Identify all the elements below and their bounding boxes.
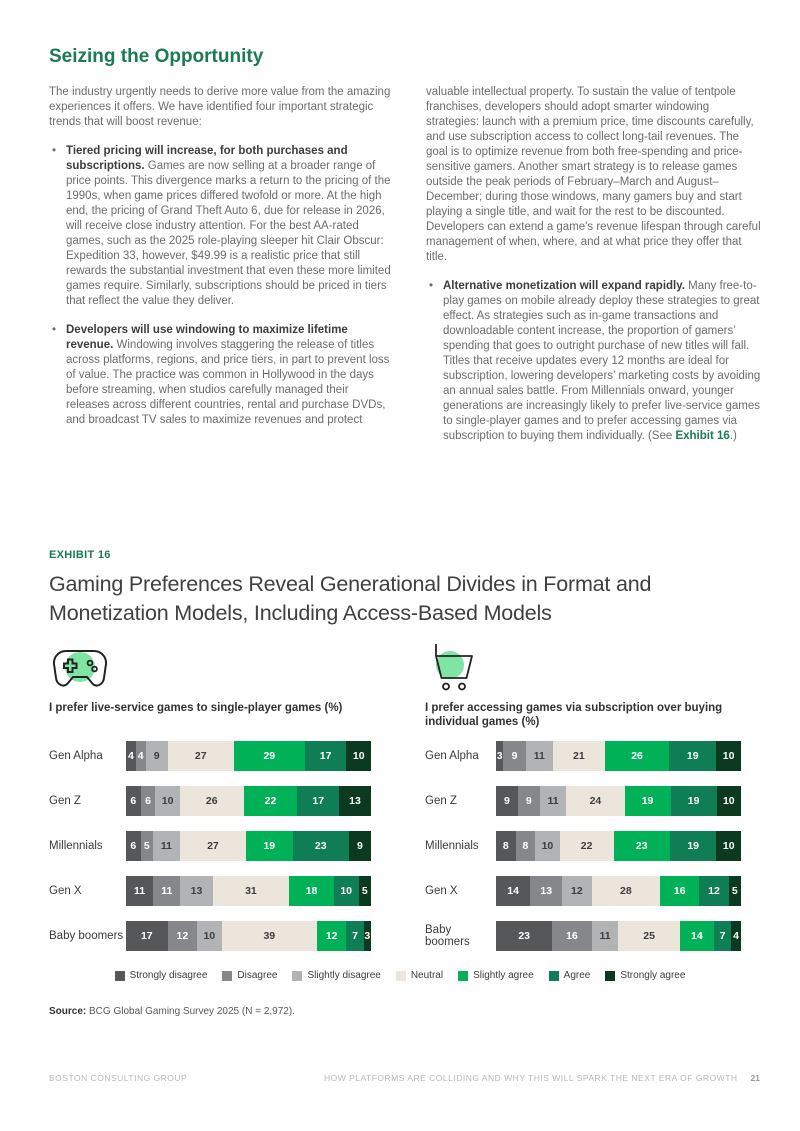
bullet-bold-text: Alternative monetization will expand rapidly. — [443, 280, 685, 292]
chart-row — [49, 741, 371, 771]
bar-segment: 28 — [592, 876, 661, 906]
page-footer — [49, 1073, 760, 1083]
bar-segment: 11 — [526, 741, 553, 771]
chart-row — [425, 741, 747, 771]
bar-segment: 10 — [535, 831, 560, 861]
bullet-item-alt-monetization — [426, 279, 761, 444]
stacked-bar — [126, 741, 371, 771]
bar-segment: 23 — [293, 831, 349, 861]
legend-swatch — [396, 971, 406, 981]
bar-segment: 13 — [180, 876, 212, 906]
bar-segment: 11 — [126, 876, 153, 906]
bar-segment: 10 — [716, 741, 741, 771]
stacked-bar — [126, 921, 371, 951]
bar-segment: 4 — [731, 921, 741, 951]
bar-segment: 26 — [180, 786, 244, 816]
chart-row — [49, 831, 371, 861]
bar-segment: 9 — [518, 786, 540, 816]
legend-label: Strongly disagree — [129, 970, 208, 981]
exhibit-16-link[interactable]: Exhibit 16 — [675, 430, 730, 442]
chart-row — [425, 876, 747, 906]
bar-segment: 17 — [297, 786, 339, 816]
legend-item — [396, 970, 443, 981]
row-label: Millennials — [425, 840, 479, 852]
footer-right — [324, 1073, 760, 1083]
bar-segment: 9 — [146, 741, 168, 771]
bar-segment: 23 — [614, 831, 670, 861]
legend-item — [605, 970, 685, 981]
bar-segment: 3 — [496, 741, 503, 771]
article-columns — [49, 46, 761, 458]
bar-segment: 25 — [618, 921, 679, 951]
row-label: Baby boomers — [49, 930, 124, 942]
row-label: Gen Alpha — [49, 750, 103, 762]
bar-segment: 11 — [592, 921, 619, 951]
bar-segment: 10 — [155, 786, 180, 816]
source-text: BCG Global Gaming Survey 2025 (N = 2,972). — [86, 1006, 295, 1017]
row-label: Gen Alpha — [425, 750, 479, 762]
bar-segment: 12 — [562, 876, 591, 906]
bar-segment: 11 — [153, 876, 180, 906]
bar-segment: 13 — [339, 786, 371, 816]
bar-segment: 14 — [496, 876, 530, 906]
bar-segment: 11 — [153, 831, 180, 861]
bar-segment: 31 — [213, 876, 290, 906]
legend-label: Agree — [563, 970, 591, 981]
bar-segment: 5 — [359, 876, 371, 906]
bar-segment: 10 — [346, 741, 371, 771]
intro-paragraph — [49, 85, 393, 130]
bar-segment: 5 — [141, 831, 153, 861]
bar-segment: 10 — [717, 786, 741, 816]
exhibit-charts — [49, 640, 747, 966]
bar-segment: 16 — [660, 876, 699, 906]
stacked-bar — [126, 876, 371, 906]
chart-row — [425, 921, 747, 951]
legend-item — [549, 970, 591, 981]
exhibit-label: EXHIBIT 16 — [49, 549, 111, 561]
legend-label: Slightly agree — [473, 970, 534, 981]
bullet-body-text: Windowing involves staggering the release of titles across platforms, regions, and price tiers, in part to prevent loss of value. The practice was common in Hollywood in the days before streaming, when studios carefully managed their releases across different countries, rental and purchase DVDs, and broadcast TV sales to maximize revenues and protect — [66, 339, 390, 426]
stacked-bar — [496, 921, 741, 951]
stacked-bar — [126, 786, 371, 816]
stacked-bar — [496, 741, 741, 771]
bar-segment: 26 — [605, 741, 669, 771]
chart-row — [425, 786, 747, 816]
bar-segment: 29 — [234, 741, 305, 771]
shopping-cart-icon — [425, 640, 747, 694]
legend-label: Neutral — [410, 970, 444, 981]
legend-swatch — [549, 971, 559, 981]
bar-segment: 7 — [714, 921, 731, 951]
bullet-body-text: Games are now selling at a broader range of price points. This divergence marks a return to the pricing of the 1990s, when game prices differed twofold or more. At the high end, the pricing of Grand Theft Auto 6, due for release in 2026, will receive close industry attention. For the best AA-rated games, such as the 2025 role-playing sleeper hit Clair Obscur: Expedition 33, however, $49.99 is a realistic price that still rewards the substantial investment that even these more limited games require. Similarly, subscriptions should be priced in tiers that reflect the value they deliver. — [66, 160, 391, 307]
bar-segment: 22 — [560, 831, 614, 861]
chart-rows — [425, 741, 747, 951]
bullet-bold-text: Developers will use windowing to maximize lifetime revenue. — [66, 324, 348, 351]
bullet-item-tiered-pricing — [49, 144, 393, 309]
bar-segment: 10 — [334, 876, 359, 906]
bar-segment: 7 — [346, 921, 363, 951]
bar-segment: 9 — [503, 741, 525, 771]
footer-report-title: HOW PLATFORMS ARE COLLIDING AND WHY THIS WILL SPARK THE NEXT ERA OF GROWTH — [323, 1073, 738, 1083]
bar-segment: 39 — [222, 921, 318, 951]
legend-item — [115, 970, 208, 981]
bar-segment: 12 — [317, 921, 346, 951]
bar-segment: 19 — [671, 786, 717, 816]
bar-segment: 23 — [496, 921, 552, 951]
bar-segment: 13 — [530, 876, 562, 906]
bullet-body-text: Many free-to-play games on mobile already deploy these strategies to great effect. As strategies such as in-game transactions and downloadable content increase, the proportion of gamers’ spending that goes to outright purchase of new titles will fall. Titles that receive updates every 12 months are ideal for subscription, lowering developers’ marketing costs by avoiding an annual sales battle. From Millennials onward, younger generations are increasingly likely to prefer live-service games to single-player games and to prefer accessing games via subscription to buying them individually. (See — [443, 280, 761, 442]
bar-segment: 4 — [126, 741, 136, 771]
intro-text: The industry urgently needs to derive more value from the amazing experiences it offers. We have identified four important strategic trends that will boost revenue: — [49, 86, 391, 128]
bullet-bold-text: Tiered pricing will increase, for both purchases and subscriptions. — [66, 145, 348, 172]
chart-subscription — [425, 640, 747, 966]
legend-label: Strongly agree — [620, 970, 686, 981]
source-note — [49, 1006, 295, 1017]
stacked-bar — [496, 876, 741, 906]
chart-row — [49, 876, 371, 906]
bar-segment: 18 — [289, 876, 334, 906]
bullet-item-windowing — [49, 323, 393, 428]
exhibit-title: Gaming Preferences Reveal Generational Divides in Format and Monetization Models, Including Access-Based Models — [49, 572, 652, 625]
chart-live-service — [49, 640, 371, 966]
chart-title: I prefer accessing games via subscription over buying individual games (%) — [425, 702, 723, 728]
bar-segment: 11 — [540, 786, 567, 816]
bar-segment: 27 — [168, 741, 234, 771]
chart-row — [425, 831, 747, 861]
bar-segment: 19 — [625, 786, 671, 816]
continuation-text: valuable intellectual property. To sustain the value of tentpole franchises, developers should adopt smarter windowing strategies: launch with a premium price, time discounts carefully, and use subscription access to collect long-tail revenues. The goal is to optimize revenue from both free-spending and price-sensitive gamers. Another smart strategy is to release games outside the peak periods of February–March and August–December; during those windows, many gamers buy and start playing a single title, and wait for the rest to be discounted. Developers can extend a game's revenue lifespan through careful management of when, where, and at what price they offer that title. — [426, 86, 761, 263]
row-label: Baby boomers — [425, 924, 470, 948]
row-label: Gen X — [425, 885, 458, 897]
article-column-left — [49, 46, 393, 458]
bar-segment: 22 — [244, 786, 298, 816]
source-label: Source: — [49, 1006, 87, 1017]
bar-segment: 8 — [496, 831, 516, 861]
bullet-body-text-end: .) — [729, 430, 737, 442]
bar-segment: 6 — [141, 786, 156, 816]
legend-label: Disagree — [237, 970, 278, 981]
legend-swatch — [115, 971, 125, 981]
bar-segment: 17 — [126, 921, 168, 951]
bar-segment: 27 — [180, 831, 246, 861]
chart-row — [49, 921, 371, 951]
bar-segment: 19 — [246, 831, 293, 861]
bar-segment: 24 — [566, 786, 624, 816]
row-label: Gen Z — [425, 795, 457, 807]
bar-segment: 4 — [136, 741, 146, 771]
row-label: Gen X — [49, 885, 82, 897]
legend-swatch — [222, 971, 232, 981]
bar-segment: 12 — [168, 921, 197, 951]
game-controller-icon — [49, 640, 371, 694]
bar-segment: 6 — [126, 831, 141, 861]
bar-segment: 16 — [552, 921, 591, 951]
bar-segment: 12 — [699, 876, 728, 906]
chart-title: I prefer live-service games to single-player games (%) — [49, 702, 343, 714]
bar-segment: 3 — [364, 921, 371, 951]
bar-segment: 19 — [670, 831, 717, 861]
legend-item — [222, 970, 277, 981]
bar-segment: 5 — [729, 876, 741, 906]
legend-item — [292, 970, 380, 981]
footer-brand: BOSTON CONSULTING GROUP — [49, 1073, 188, 1083]
legend-label: Slightly disagree — [307, 970, 381, 981]
bar-segment: 14 — [680, 921, 714, 951]
continuation-paragraph — [426, 85, 761, 265]
legend-item — [458, 970, 534, 981]
bar-segment: 9 — [349, 831, 371, 861]
legend-swatch — [458, 971, 468, 981]
row-label: Gen Z — [49, 795, 81, 807]
bar-segment: 6 — [126, 786, 141, 816]
bar-segment: 10 — [716, 831, 741, 861]
article-column-right — [426, 46, 761, 458]
bar-segment: 8 — [516, 831, 536, 861]
row-label: Millennials — [49, 840, 103, 852]
stacked-bar — [126, 831, 371, 861]
chart-row — [49, 786, 371, 816]
page-number: 21 — [750, 1073, 760, 1083]
bar-segment: 21 — [553, 741, 605, 771]
chart-legend — [49, 970, 751, 981]
bar-segment: 10 — [197, 921, 222, 951]
section-title: Seizing the Opportunity — [49, 46, 264, 67]
chart-rows — [49, 741, 371, 951]
legend-swatch — [605, 971, 615, 981]
legend-swatch — [292, 971, 302, 981]
bar-segment: 17 — [305, 741, 347, 771]
stacked-bar — [496, 786, 741, 816]
bar-segment: 19 — [669, 741, 716, 771]
stacked-bar — [496, 831, 741, 861]
bar-segment: 9 — [496, 786, 518, 816]
